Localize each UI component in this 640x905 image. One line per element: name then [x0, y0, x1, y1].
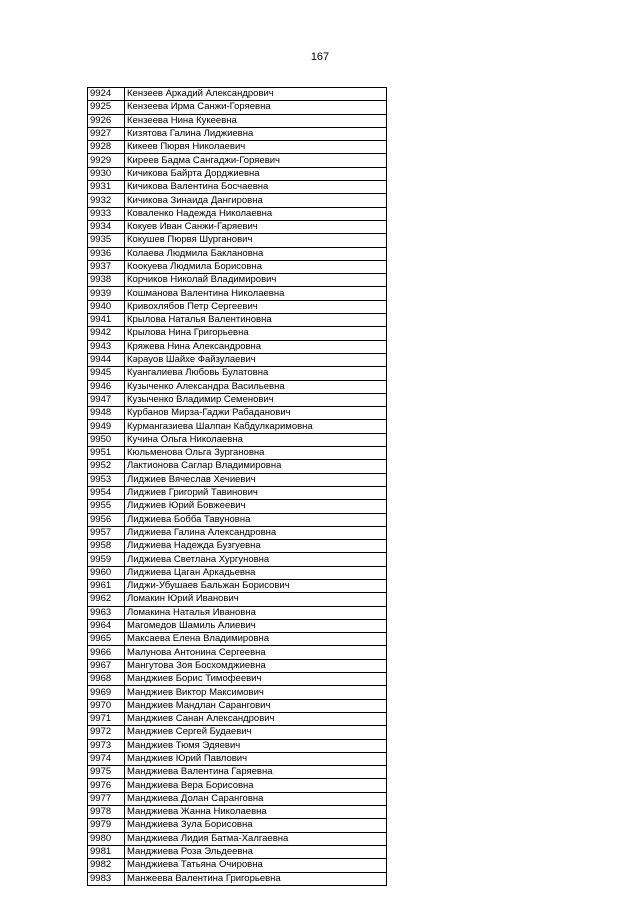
row-number-cell: 9957 — [88, 526, 125, 539]
row-number-cell: 9934 — [88, 220, 125, 233]
row-number-cell: 9952 — [88, 460, 125, 473]
table-row — [88, 832, 387, 845]
person-name-cell: Крылова Нина Григорьевна — [125, 327, 387, 340]
person-name-cell: Коваленко Надежда Николаевна — [125, 207, 387, 220]
row-number-cell: 9932 — [88, 194, 125, 207]
person-name-cell: Лиджиева Цаган Аркадьевна — [125, 566, 387, 579]
row-number-cell: 9982 — [88, 859, 125, 872]
table-row — [88, 194, 387, 207]
row-number-cell: 9977 — [88, 792, 125, 805]
table-row — [88, 300, 387, 313]
person-name-cell: Курбанов Мирза-Гаджи Рабаданович — [125, 407, 387, 420]
person-name-cell: Лиджиев Юрий Бовжеевич — [125, 500, 387, 513]
row-number-cell: 9974 — [88, 752, 125, 765]
table-row — [88, 726, 387, 739]
table-row — [88, 287, 387, 300]
table-row — [88, 593, 387, 606]
person-name-cell: Крылова Наталья Валентиновна — [125, 314, 387, 327]
table-row — [88, 207, 387, 220]
row-number-cell: 9967 — [88, 659, 125, 672]
row-number-cell: 9946 — [88, 380, 125, 393]
person-name-cell: Манджиева Татьяна Очировна — [125, 859, 387, 872]
person-name-cell: Лиджиева Надежда Бузгуевна — [125, 540, 387, 553]
person-name-cell: Кокуев Иван Санжи-Гаряевич — [125, 220, 387, 233]
row-number-cell: 9941 — [88, 314, 125, 327]
row-number-cell: 9937 — [88, 260, 125, 273]
person-name-cell: Манджиев Борис Тимофеевич — [125, 673, 387, 686]
person-name-cell: Манджиев Мандлан Сарангович — [125, 699, 387, 712]
row-number-cell: 9975 — [88, 766, 125, 779]
table-row — [88, 526, 387, 539]
table-row — [88, 447, 387, 460]
names-table — [87, 87, 387, 886]
row-number-cell: 9960 — [88, 566, 125, 579]
table-row — [88, 872, 387, 885]
table-row — [88, 646, 387, 659]
person-name-cell: Мангутова Зоя Босхомджиевна — [125, 659, 387, 672]
person-name-cell: Кензеева Ирма Санжи-Горяевна — [125, 101, 387, 114]
person-name-cell: Манджиева Жанна Николаевна — [125, 806, 387, 819]
table-row — [88, 553, 387, 566]
row-number-cell: 9933 — [88, 207, 125, 220]
table-row — [88, 500, 387, 513]
person-name-cell: Кюльменова Ольга Зургановна — [125, 447, 387, 460]
person-name-cell: Манджиев Виктор Максимович — [125, 686, 387, 699]
person-name-cell: Кичикова Валентина Босчаевна — [125, 181, 387, 194]
table-row — [88, 101, 387, 114]
person-name-cell: Лиджиев Вячеслав Хечиевич — [125, 473, 387, 486]
row-number-cell: 9968 — [88, 673, 125, 686]
table-row — [88, 579, 387, 592]
row-number-cell: 9930 — [88, 167, 125, 180]
table-row — [88, 353, 387, 366]
table-row — [88, 367, 387, 380]
table-row — [88, 380, 387, 393]
person-name-cell: Куангалиева Любовь Булатовна — [125, 367, 387, 380]
person-name-cell: Манджиева Валентина Гаряевна — [125, 766, 387, 779]
row-number-cell: 9945 — [88, 367, 125, 380]
table-row — [88, 513, 387, 526]
table-row — [88, 686, 387, 699]
table-row — [88, 393, 387, 406]
row-number-cell: 9944 — [88, 353, 125, 366]
row-number-cell: 9964 — [88, 619, 125, 632]
table-row — [88, 766, 387, 779]
person-name-cell: Корчиков Николай Владимирович — [125, 274, 387, 287]
row-number-cell: 9942 — [88, 327, 125, 340]
row-number-cell: 9959 — [88, 553, 125, 566]
row-number-cell: 9969 — [88, 686, 125, 699]
row-number-cell: 9980 — [88, 832, 125, 845]
row-number-cell: 9961 — [88, 579, 125, 592]
table-row — [88, 460, 387, 473]
table-row — [88, 154, 387, 167]
row-number-cell: 9978 — [88, 806, 125, 819]
person-name-cell: Коокуева Людмила Борисовна — [125, 260, 387, 273]
person-name-cell: Лиджи-Убушаев Бальжан Борисович — [125, 579, 387, 592]
row-number-cell: 9948 — [88, 407, 125, 420]
table-row — [88, 141, 387, 154]
person-name-cell: Манжеева Валентина Григорьевна — [125, 872, 387, 885]
person-name-cell: Ломакина Наталья Ивановна — [125, 606, 387, 619]
person-name-cell: Кичикова Байрта Дорджиевна — [125, 167, 387, 180]
row-number-cell: 9954 — [88, 486, 125, 499]
person-name-cell: Кәрауов Шайхе Файзулаевич — [125, 353, 387, 366]
row-number-cell: 9970 — [88, 699, 125, 712]
table-row — [88, 699, 387, 712]
person-name-cell: Киреев Бадма Сангаджи-Горяевич — [125, 154, 387, 167]
row-number-cell: 9972 — [88, 726, 125, 739]
row-number-cell: 9981 — [88, 845, 125, 858]
table-row — [88, 407, 387, 420]
person-name-cell: Кензеева Нина Кукеевна — [125, 114, 387, 127]
table-row — [88, 606, 387, 619]
names-table-body — [88, 88, 387, 886]
person-name-cell: Манджиев Юрий Павлович — [125, 752, 387, 765]
person-name-cell: Колаева Людмила Баклановна — [125, 247, 387, 260]
row-number-cell: 9936 — [88, 247, 125, 260]
row-number-cell: 9950 — [88, 433, 125, 446]
person-name-cell: Кизятова Галина Лиджиевна — [125, 127, 387, 140]
person-name-cell: Манджиев Санан Александрович — [125, 712, 387, 725]
table-row — [88, 739, 387, 752]
person-name-cell: Кряжева Нина Александровна — [125, 340, 387, 353]
person-name-cell: Лиджиева Бобба Тавуновна — [125, 513, 387, 526]
row-number-cell: 9939 — [88, 287, 125, 300]
person-name-cell: Кучина Ольга Николаевна — [125, 433, 387, 446]
row-number-cell: 9983 — [88, 872, 125, 885]
row-number-cell: 9938 — [88, 274, 125, 287]
row-number-cell: 9965 — [88, 633, 125, 646]
row-number-cell: 9956 — [88, 513, 125, 526]
row-number-cell: 9929 — [88, 154, 125, 167]
table-row — [88, 340, 387, 353]
row-number-cell: 9962 — [88, 593, 125, 606]
table-row — [88, 806, 387, 819]
table-row — [88, 819, 387, 832]
table-row — [88, 673, 387, 686]
person-name-cell: Манджиева Долан Саранговна — [125, 792, 387, 805]
row-number-cell: 9943 — [88, 340, 125, 353]
table-row — [88, 619, 387, 632]
row-number-cell: 9928 — [88, 141, 125, 154]
table-row — [88, 779, 387, 792]
person-name-cell: Лиджиев Григорий Тавинович — [125, 486, 387, 499]
table-row — [88, 114, 387, 127]
table-row — [88, 247, 387, 260]
row-number-cell: 9976 — [88, 779, 125, 792]
person-name-cell: Кензеев Аркадий Александрович — [125, 88, 387, 101]
person-name-cell: Кривохлябов Петр Сергеевич — [125, 300, 387, 313]
table-row — [88, 314, 387, 327]
person-name-cell: Манджиева Лидия Батма-Халгаевна — [125, 832, 387, 845]
row-number-cell: 9935 — [88, 234, 125, 247]
table-row — [88, 260, 387, 273]
person-name-cell: Лиджиева Светлана Хургуновна — [125, 553, 387, 566]
row-number-cell: 9926 — [88, 114, 125, 127]
table-row — [88, 433, 387, 446]
table-row — [88, 473, 387, 486]
table-row — [88, 234, 387, 247]
person-name-cell: Манджиев Сергей Будаевич — [125, 726, 387, 739]
person-name-cell: Ломакин Юрий Иванович — [125, 593, 387, 606]
person-name-cell: Кичикова Зинаида Дангировна — [125, 194, 387, 207]
table-row — [88, 486, 387, 499]
person-name-cell: Манджиева Роза Эльдеевна — [125, 845, 387, 858]
table-row — [88, 859, 387, 872]
row-number-cell: 9953 — [88, 473, 125, 486]
person-name-cell: Максаева Елена Владимировна — [125, 633, 387, 646]
table-row — [88, 566, 387, 579]
person-name-cell: Лактионова Саглар Владимировна — [125, 460, 387, 473]
person-name-cell: Кузыченко Александра Васильевна — [125, 380, 387, 393]
person-name-cell: Манджиева Вера Борисовна — [125, 779, 387, 792]
table-row — [88, 420, 387, 433]
row-number-cell: 9947 — [88, 393, 125, 406]
person-name-cell: Кузыченко Владимир Семенович — [125, 393, 387, 406]
person-name-cell: Курмангазиева Шалпан Кабдулкаримовна — [125, 420, 387, 433]
person-name-cell: Кикеев Пюрвя Николаевич — [125, 141, 387, 154]
table-row — [88, 127, 387, 140]
table-row — [88, 659, 387, 672]
table-row — [88, 181, 387, 194]
row-number-cell: 9925 — [88, 101, 125, 114]
row-number-cell: 9971 — [88, 712, 125, 725]
table-row — [88, 220, 387, 233]
person-name-cell: Манджиев Тюмя Эдяевич — [125, 739, 387, 752]
row-number-cell: 9931 — [88, 181, 125, 194]
table-row — [88, 792, 387, 805]
table-row — [88, 712, 387, 725]
row-number-cell: 9940 — [88, 300, 125, 313]
row-number-cell: 9963 — [88, 606, 125, 619]
table-row — [88, 167, 387, 180]
person-name-cell: Кокушев Пюрвя Шурганович — [125, 234, 387, 247]
row-number-cell: 9958 — [88, 540, 125, 553]
person-name-cell: Манджиева Зула Борисовна — [125, 819, 387, 832]
row-number-cell: 9927 — [88, 127, 125, 140]
row-number-cell: 9955 — [88, 500, 125, 513]
table-row — [88, 88, 387, 101]
row-number-cell: 9951 — [88, 447, 125, 460]
table-row — [88, 845, 387, 858]
row-number-cell: 9966 — [88, 646, 125, 659]
table-row — [88, 633, 387, 646]
page-number: 167 — [310, 51, 330, 63]
person-name-cell: Магомедов Шамиль Алиевич — [125, 619, 387, 632]
table-row — [88, 540, 387, 553]
row-number-cell: 9924 — [88, 88, 125, 101]
table-row — [88, 327, 387, 340]
person-name-cell: Кошманова Валентина Николаевна — [125, 287, 387, 300]
row-number-cell: 9949 — [88, 420, 125, 433]
person-name-cell: Малунова Антонина Сергеевна — [125, 646, 387, 659]
table-row — [88, 752, 387, 765]
table-row — [88, 274, 387, 287]
row-number-cell: 9973 — [88, 739, 125, 752]
person-name-cell: Лиджиева Галина Александровна — [125, 526, 387, 539]
row-number-cell: 9979 — [88, 819, 125, 832]
